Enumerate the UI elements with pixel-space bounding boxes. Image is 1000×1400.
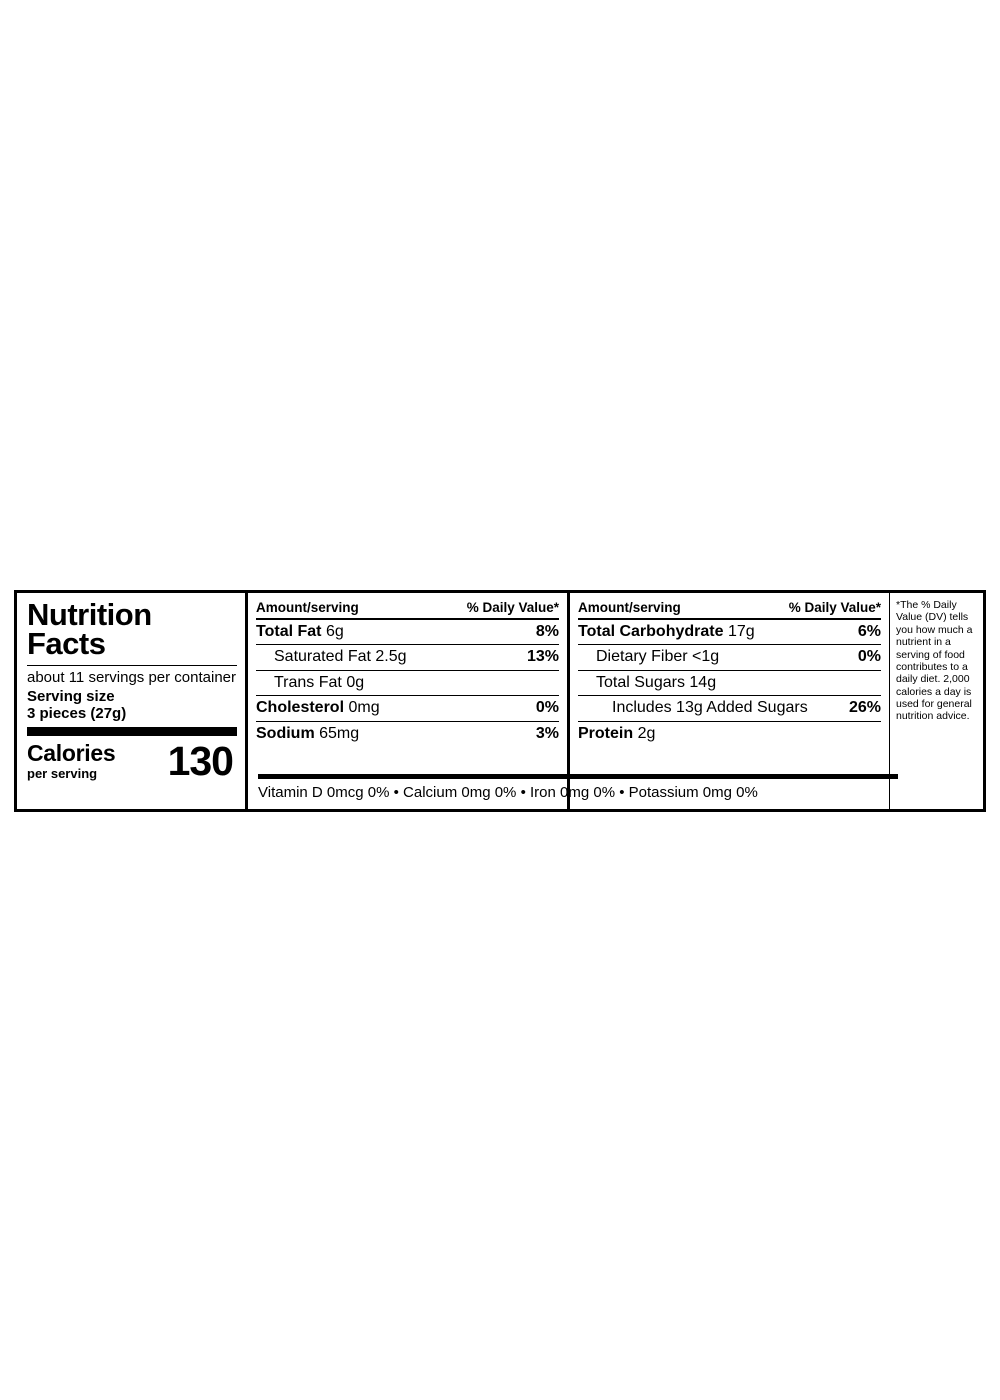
nutrient-row [578,670,881,695]
nutrient-name: Protein [578,724,634,742]
nutrient-amount: 65mg [319,724,360,742]
divider-under-title [27,665,237,666]
nutrient-row [578,644,881,669]
serving-size-value: 3 pieces (27g) [27,705,127,723]
column-header-right [578,599,881,618]
nutrient-row [256,721,559,746]
vitamins-minerals-line: Vitamin D 0mcg 0% • Calcium 0mg 0% • Iron 0mg 0% • Potassium 0mg 0% [258,774,898,801]
nutrient-name: Includes 13g Added Sugars [612,699,808,717]
nutrient-dv: 0% [857,648,881,666]
nutrient-dv: 6% [857,623,881,640]
nutrient-row [256,695,559,720]
nutrient-row [578,618,881,644]
nutrient-name: Total Carbohydrate [578,623,724,640]
serving-size-label: Serving size [27,687,115,705]
nutrient-row [256,618,559,644]
nutrient-name: Saturated Fat [274,648,371,666]
nutrition-facts-panel [14,590,986,812]
nutrition-summary-column [17,593,245,809]
nutrient-amount: <1g [692,648,720,666]
column-header-left [256,599,559,618]
nutrition-facts-title [27,597,237,661]
amount-per-serving-header: Amount/serving [256,600,359,615]
calories-row [27,737,237,784]
nutrient-amount: 2.5g [375,648,407,666]
nutrient-dv: 0% [535,699,559,717]
nutrient-name: Total Sugars [596,673,685,691]
nutrient-name: Sodium [256,724,315,742]
nutrient-amount: 0mg [348,699,380,717]
calories-label-group [27,742,115,780]
nutrient-dv: 3% [535,724,559,742]
daily-value-header: % Daily Value* [466,600,559,615]
nutrient-dv: 8% [535,623,559,640]
nutrient-amount: 17g [727,623,755,640]
nutrient-name: Total Fat [256,623,322,640]
nutrient-name: Cholesterol [256,699,345,717]
calories-value: 130 [167,737,233,784]
nutrient-row [578,695,881,720]
nutrient-row [256,644,559,669]
calories-sublabel: per serving [27,765,98,781]
amount-per-serving-header: Amount/serving [578,600,681,615]
calories-label: Calories [27,740,116,767]
nutrient-name: Trans Fat [274,673,342,691]
nutrient-amount: 0g [346,673,365,691]
nutrient-amount: 14g [689,673,717,691]
nutrient-dv: 13% [526,648,559,666]
nutrient-dv: 26% [848,699,881,717]
nutrient-name: Dietary Fiber [596,648,688,666]
nutrient-row [256,670,559,695]
daily-value-footnote: *The % Daily Value (DV) tells you how much a nutrient in a serving of food contributes to a daily diet. 2,000 calories a day is used for general nutrition advice. [889,593,983,809]
nutrient-amount: 6g [325,623,344,640]
daily-value-header: % Daily Value* [788,600,881,615]
nutrient-amount: 2g [637,724,656,742]
title-line-1: Nutrition [27,597,152,632]
nutrient-row [578,721,881,746]
vitamins-line-wrapper [258,770,898,801]
servings-per-container: about 11 servings per container [27,669,237,687]
title-line-2: Facts [27,625,106,661]
divider-above-calories [27,727,237,736]
